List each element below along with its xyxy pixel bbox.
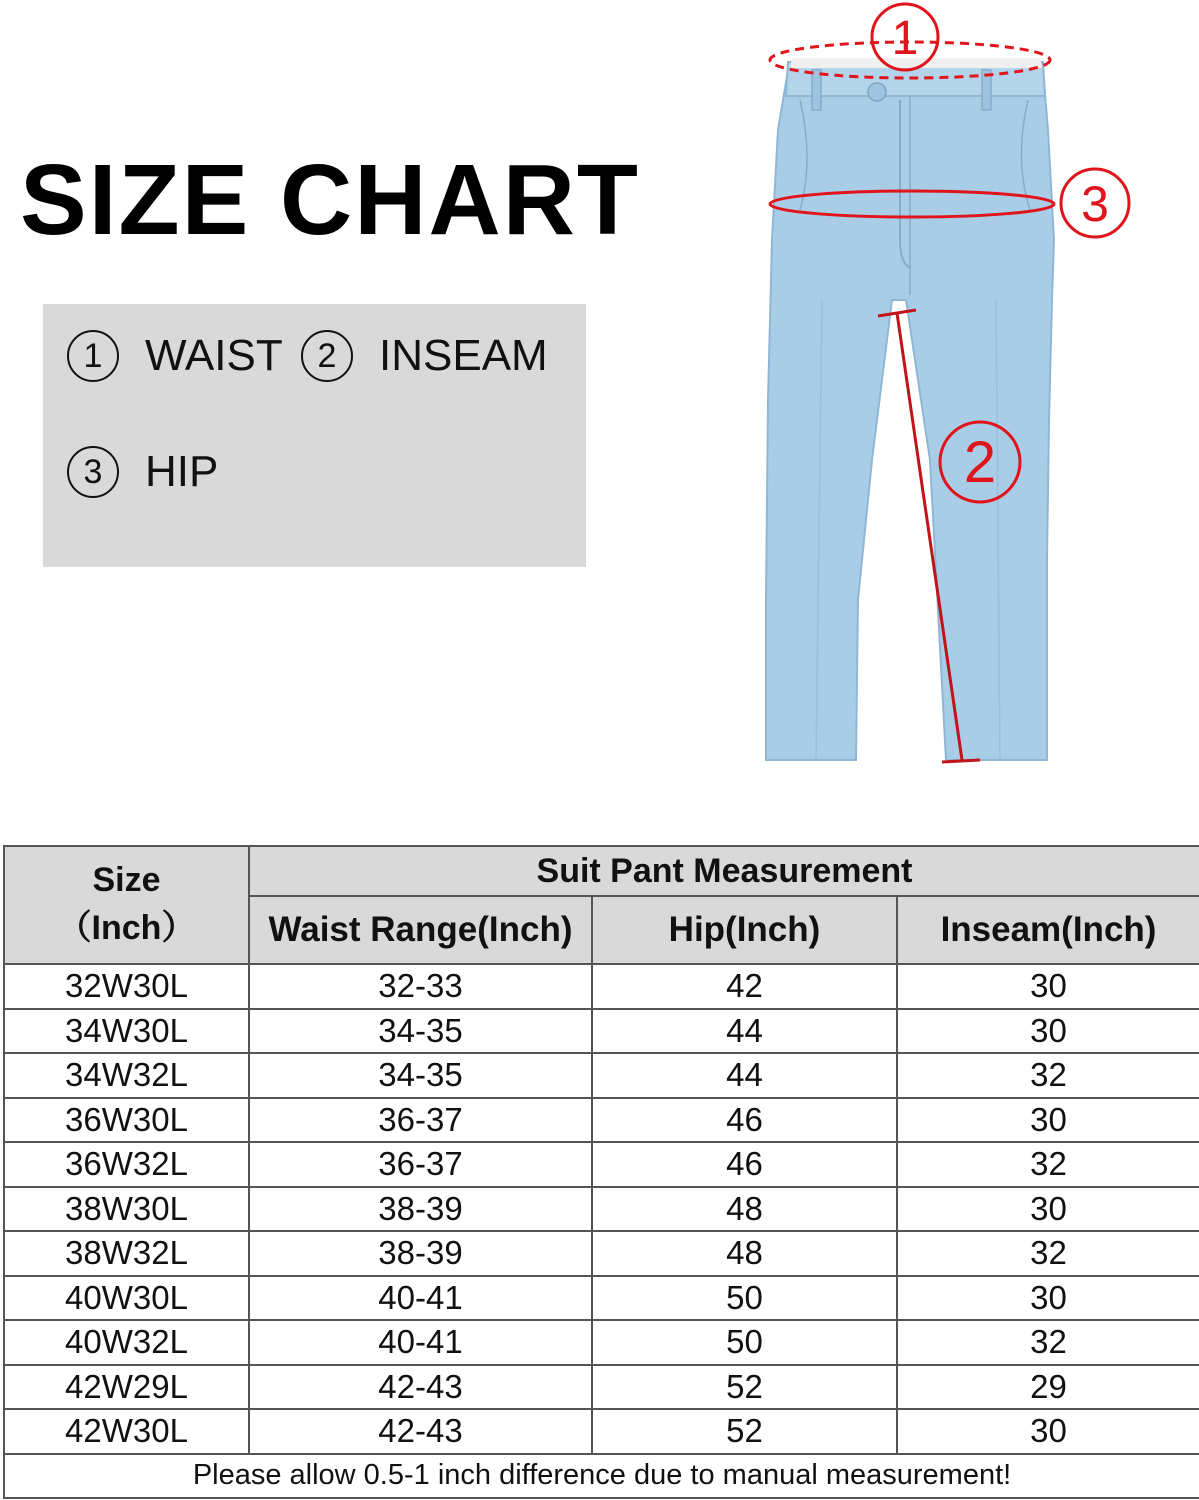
hip-cell: 46: [592, 1098, 897, 1143]
waist-cell: 40-41: [249, 1320, 592, 1365]
size-cell: 34W30L: [4, 1009, 249, 1054]
waist-cell: 38-39: [249, 1231, 592, 1276]
legend-number-1: 1: [67, 330, 119, 382]
waist-cell: 42-43: [249, 1365, 592, 1410]
size-cell: 42W30L: [4, 1409, 249, 1454]
column-header-hip: Hip(Inch): [592, 896, 897, 964]
group-header: Suit Pant Measurement: [249, 846, 1199, 896]
hip-cell: 42: [592, 964, 897, 1009]
marker-1-label: 1: [891, 12, 919, 65]
waist-cell: 32-33: [249, 964, 592, 1009]
size-cell: 38W32L: [4, 1231, 249, 1276]
waist-cell: 42-43: [249, 1409, 592, 1454]
inseam-cell: 32: [897, 1142, 1199, 1187]
legend-label-waist: WAIST: [145, 331, 283, 380]
marker-2-label: 2: [963, 430, 997, 495]
table-row: [4, 1276, 1199, 1321]
size-cell: 42W29L: [4, 1365, 249, 1410]
waist-cell: 36-37: [249, 1098, 592, 1143]
legend-number-3: 3: [67, 446, 119, 498]
table-row: [4, 1231, 1199, 1276]
table-row: [4, 1187, 1199, 1232]
hip-cell: 44: [592, 1053, 897, 1098]
inseam-cell: 30: [897, 1276, 1199, 1321]
inseam-cell: 29: [897, 1365, 1199, 1410]
table-row: [4, 964, 1199, 1009]
legend-item-waist: [67, 330, 283, 382]
waist-cell: 34-35: [249, 1053, 592, 1098]
table-row: [4, 1320, 1199, 1365]
column-header-inseam: Inseam(Inch): [897, 896, 1199, 964]
size-cell: 32W30L: [4, 964, 249, 1009]
hip-cell: 46: [592, 1142, 897, 1187]
inseam-cell: 32: [897, 1053, 1199, 1098]
table-row: [4, 1098, 1199, 1143]
waist-cell: 40-41: [249, 1276, 592, 1321]
legend-number-2: 2: [301, 330, 353, 382]
size-cell: 36W30L: [4, 1098, 249, 1143]
size-header-line1: Size: [92, 861, 161, 900]
waist-cell: 36-37: [249, 1142, 592, 1187]
size-cell: 36W32L: [4, 1142, 249, 1187]
page-title: SIZE CHART: [20, 144, 640, 256]
hip-cell: 50: [592, 1320, 897, 1365]
table-row: [4, 1009, 1199, 1054]
table-header-row: [4, 846, 1199, 896]
legend-item-inseam: [301, 330, 548, 382]
inseam-cell: 30: [897, 1098, 1199, 1143]
belt-loop: [812, 70, 821, 110]
waist-cell: 34-35: [249, 1009, 592, 1054]
inseam-cell: 30: [897, 1409, 1199, 1454]
table-row: [4, 1053, 1199, 1098]
legend-item-hip: [67, 446, 218, 498]
waist-cell: 38-39: [249, 1187, 592, 1232]
inseam-cell: 30: [897, 1187, 1199, 1232]
inseam-cell: 32: [897, 1320, 1199, 1365]
hip-cell: 44: [592, 1009, 897, 1054]
table-row: [4, 1142, 1199, 1187]
table-note-row: [4, 1454, 1199, 1498]
size-cell: 38W30L: [4, 1187, 249, 1232]
table-row: [4, 1409, 1199, 1454]
button-icon: [868, 83, 886, 101]
hip-cell: 52: [592, 1365, 897, 1410]
inseam-cell: 30: [897, 964, 1199, 1009]
hip-cell: 48: [592, 1231, 897, 1276]
inseam-cell: 30: [897, 1009, 1199, 1054]
size-cell: 40W30L: [4, 1276, 249, 1321]
hip-cell: 48: [592, 1187, 897, 1232]
size-table: [3, 845, 1199, 1499]
inseam-cell: 32: [897, 1231, 1199, 1276]
size-header-line2: （Inch）: [57, 909, 196, 947]
legend-box: [43, 304, 586, 567]
legend-label-hip: HIP: [145, 447, 219, 496]
size-column-header: [4, 846, 249, 964]
table-row: [4, 1365, 1199, 1410]
marker-3-label: 3: [1081, 176, 1109, 232]
pants-diagram: [760, 0, 1160, 780]
size-cell: 40W32L: [4, 1320, 249, 1365]
size-cell: 34W32L: [4, 1053, 249, 1098]
inseam-tick-bottom: [942, 760, 980, 762]
hip-cell: 52: [592, 1409, 897, 1454]
measurement-note: Please allow 0.5-1 inch difference due to manual measurement!: [4, 1454, 1199, 1498]
column-header-waist: Waist Range(Inch): [249, 896, 592, 964]
legend-label-inseam: INSEAM: [379, 331, 548, 380]
hip-cell: 50: [592, 1276, 897, 1321]
